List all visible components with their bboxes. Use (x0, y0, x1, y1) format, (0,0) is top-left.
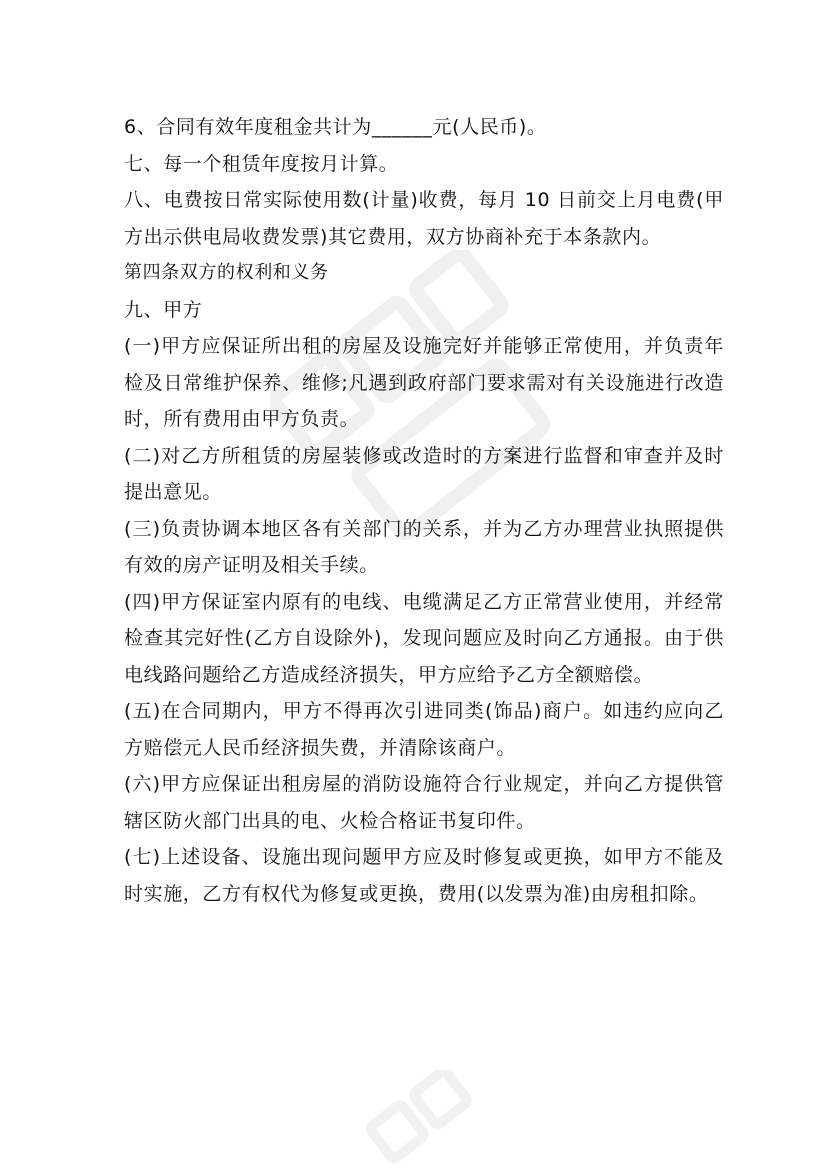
paragraph-clause-3: (三)负责协调本地区各有关部门的关系，并为乙方办理营业执照提供有效的房产证明及相关手续。 (124, 517, 724, 576)
section-heading-rights-obligations: 第四条双方的权利和义务 (124, 262, 329, 283)
document-body (124, 109, 724, 912)
paragraph-electricity-fee: 八、电费按日常实际使用数(计量)收费，每月 10 日前交上月电费(甲方出示供电局收费发票)其它费用，双方协商补充于本条款内。 (124, 189, 724, 248)
paragraph-clause-5: (五)在合同期内，甲方不得再次引进同类(饰品)商户。如违约应向乙方赔偿元人民币经济损失费，并清除该商户。 (124, 700, 724, 759)
paragraph-clause-1: (一)甲方应保证所出租的房屋及设施完好并能够正常使用，并负责年检及日常维护保养、维修;凡遇到政府部门要求需对有关设施进行改造时，所有费用由甲方负责。 (124, 335, 724, 430)
paragraph-party-a-heading: 九、甲方 (124, 298, 203, 321)
paragraph-clause-4: (四)甲方保证室内原有的电线、电缆满足乙方正常营业使用，并经常检查其完好性(乙方自设除外)，发现问题应及时向乙方通报。由于供电线路问题给乙方造成经济损失，甲方应给予乙方全额赔偿。 (124, 590, 724, 686)
watermark-logo-bottom (360, 1070, 500, 1174)
paragraph-monthly-calculation: 七、每一个租赁年度按月计算。 (124, 152, 399, 175)
paragraph-clause-2: (二)对乙方所租赁的房屋装修或改造时的方案进行监督和审查并及时提出意见。 (124, 444, 724, 503)
paragraph-rent-total: 6、合同有效年度租金共计为______元(人民币)。 (124, 116, 547, 138)
paragraph-clause-7: (七)上述设备、设施出现问题甲方应及时修复或更换，如甲方不能及时实施，乙方有权代为修复或更换，费用(以发票为准)由房租扣除。 (124, 846, 724, 905)
paragraph-clause-6: (六)甲方应保证出租房屋的消防设施符合行业规定，并向乙方提供管辖区防火部门出具的电、火检合格证书复印件。 (124, 773, 724, 832)
